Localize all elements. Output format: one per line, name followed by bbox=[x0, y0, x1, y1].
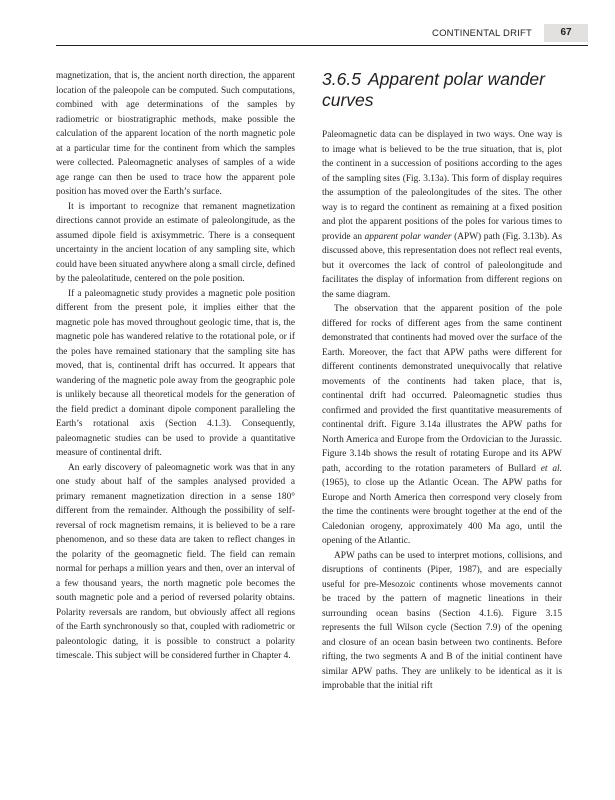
paragraph-text: (1965), to close up the Atlantic Ocean. The APW paths for Europe and North America then correspond very closely from the time the continents were brought together at the end of the Caledonian orogeny, approximately 400 Ma ago, until the opening of the Atlantic. bbox=[322, 478, 562, 546]
paragraph: An early discovery of paleomagnetic work was that in any one study about half of the samples analysed provided a primary remanent magnetization direction in a sense 180° different from the remainder. Although the possibility of self-reversal of rock magnetism remains, it is believed to be a rare phenomenon, and so these data are taken to reflect changes in the polarity of the geomagnetic field. The field can remain normal for perhaps a million years and then, over an interval of a few thousand years, the north magnetic pole becomes the south magnetic pole and a period of reversed polarity obtains. Polarity reversals are random, but obviously affect all regions of the Earth synchronously so that, coupled with radiometric or paleontologic dating, it is possible to construct a polarity timescale. This subject will be considered further in Chapter 4. bbox=[56, 462, 295, 661]
paragraph-text: Paleomagnetic data can be displayed in two ways. One way is to image what is believed to be the true situation, that is, plot the continent in a succession of positions according to the ages of the sampling sites (Fig. 3.13a). This form of display requires the assumption of the paleolongitudes of the sites. The other way is to regard the continent as remaining at a fixed position and plot the apparent positions of the poles for various times to provide an bbox=[322, 130, 562, 242]
page-number: 67 bbox=[544, 24, 588, 42]
paragraph: APW paths can be used to interpret motions, collisions, and disruptions of continents (Piper, 1987), and are especially useful for pre-Mesozoic continents whose movements cannot be traced by the pattern of magnetic lineations in their surrounding ocean basins (Section 4.1.6). Figure 3.15 represents the full Wilson cycle (Section 7.9) of the opening and closure of an ocean basin between two continents. Before rifting, the two segments A and B of the initial continent have similar APW paths. They are unlikely to be identical as it is improbable that the initial rift bbox=[322, 550, 562, 691]
paragraph: If a paleomagnetic study provides a magnetic pole position different from the present pole, it implies either that the magnetic pole has moved throughout geologic time, that is, the magnetic pole has wandered relative to the rotational pole, or if the poles have remained stationary that the sampling site has moved, that is, continental drift has occurred. It appears that wandering of the magnetic pole away from the geographic pole is unlikely because all theoretical models for the generation of the field predict a dominant dipole component paralleling the Earth’s rotational axis (Section 4.1.3). Consequently, paleomagnetic studies can be used to provide a quantitative measure of continental drift. bbox=[56, 288, 295, 458]
section-heading bbox=[322, 69, 562, 111]
running-title: CONTINENTAL DRIFT bbox=[432, 28, 532, 39]
header-rule bbox=[56, 45, 588, 46]
emphasis-etal: et al. bbox=[540, 463, 562, 474]
emphasis-term: apparent polar wander bbox=[364, 231, 452, 242]
section-title: Apparent polar wander curves bbox=[322, 69, 545, 110]
page-header bbox=[56, 27, 588, 41]
paragraph-text: (APW) path (Fig. 3.13b). As discussed above, this representation does not reflect real events, but it overcomes the lack of control of paleolongitude and facilitates the display of information from different regions on the same diagram. bbox=[322, 231, 562, 300]
left-column bbox=[56, 69, 295, 664]
paragraph: It is important to recognize that remanent magnetization directions cannot provide an estimate of paleolongitude, as the assumed dipole field is axisymmetric. There is a consequent uncertainty in the ancient location of any sampling site, which could have been situated anywhere along a small circle, defined by the paleolatitude, centered on the pole position. bbox=[56, 201, 295, 284]
paragraph-text: The observation that the apparent position of the pole differed for rocks of different ages from the same continent demonstrated that continents had moved over the surface of the Earth. Moreover, the fact that APW paths were different for different continents demonstrated unequivocally that relative movements of the continents had taken place, that is, continental drift had occurred. Paleomagnetic studies thus confirmed and provided the first quantitative measurements of continental drift. Figure 3.14a illustrates the APW paths for North America and Europe from the Ordovician to the Jurassic. Figure 3.14b shows the result of rotating Europe and its APW path, according to the rotation parameters of Bullard bbox=[322, 304, 562, 474]
paragraph bbox=[322, 128, 562, 302]
right-column bbox=[322, 69, 562, 694]
section-number: 3.6.5 bbox=[322, 69, 361, 89]
paragraph bbox=[322, 302, 562, 549]
paragraph: magnetization, that is, the ancient north direction, the apparent location of the paleopole can be computed. Such computations, combined with age determinations of the samples by radiometric or biostratigraphic methods, make possible the calculation of the apparent location of the north magnetic pole at a particular time for the continent from which the samples were collected. Paleomagnetic analyses of samples of a wide age range can then be used to trace how the apparent pole position has moved over the Earth’s surface. bbox=[56, 71, 295, 197]
